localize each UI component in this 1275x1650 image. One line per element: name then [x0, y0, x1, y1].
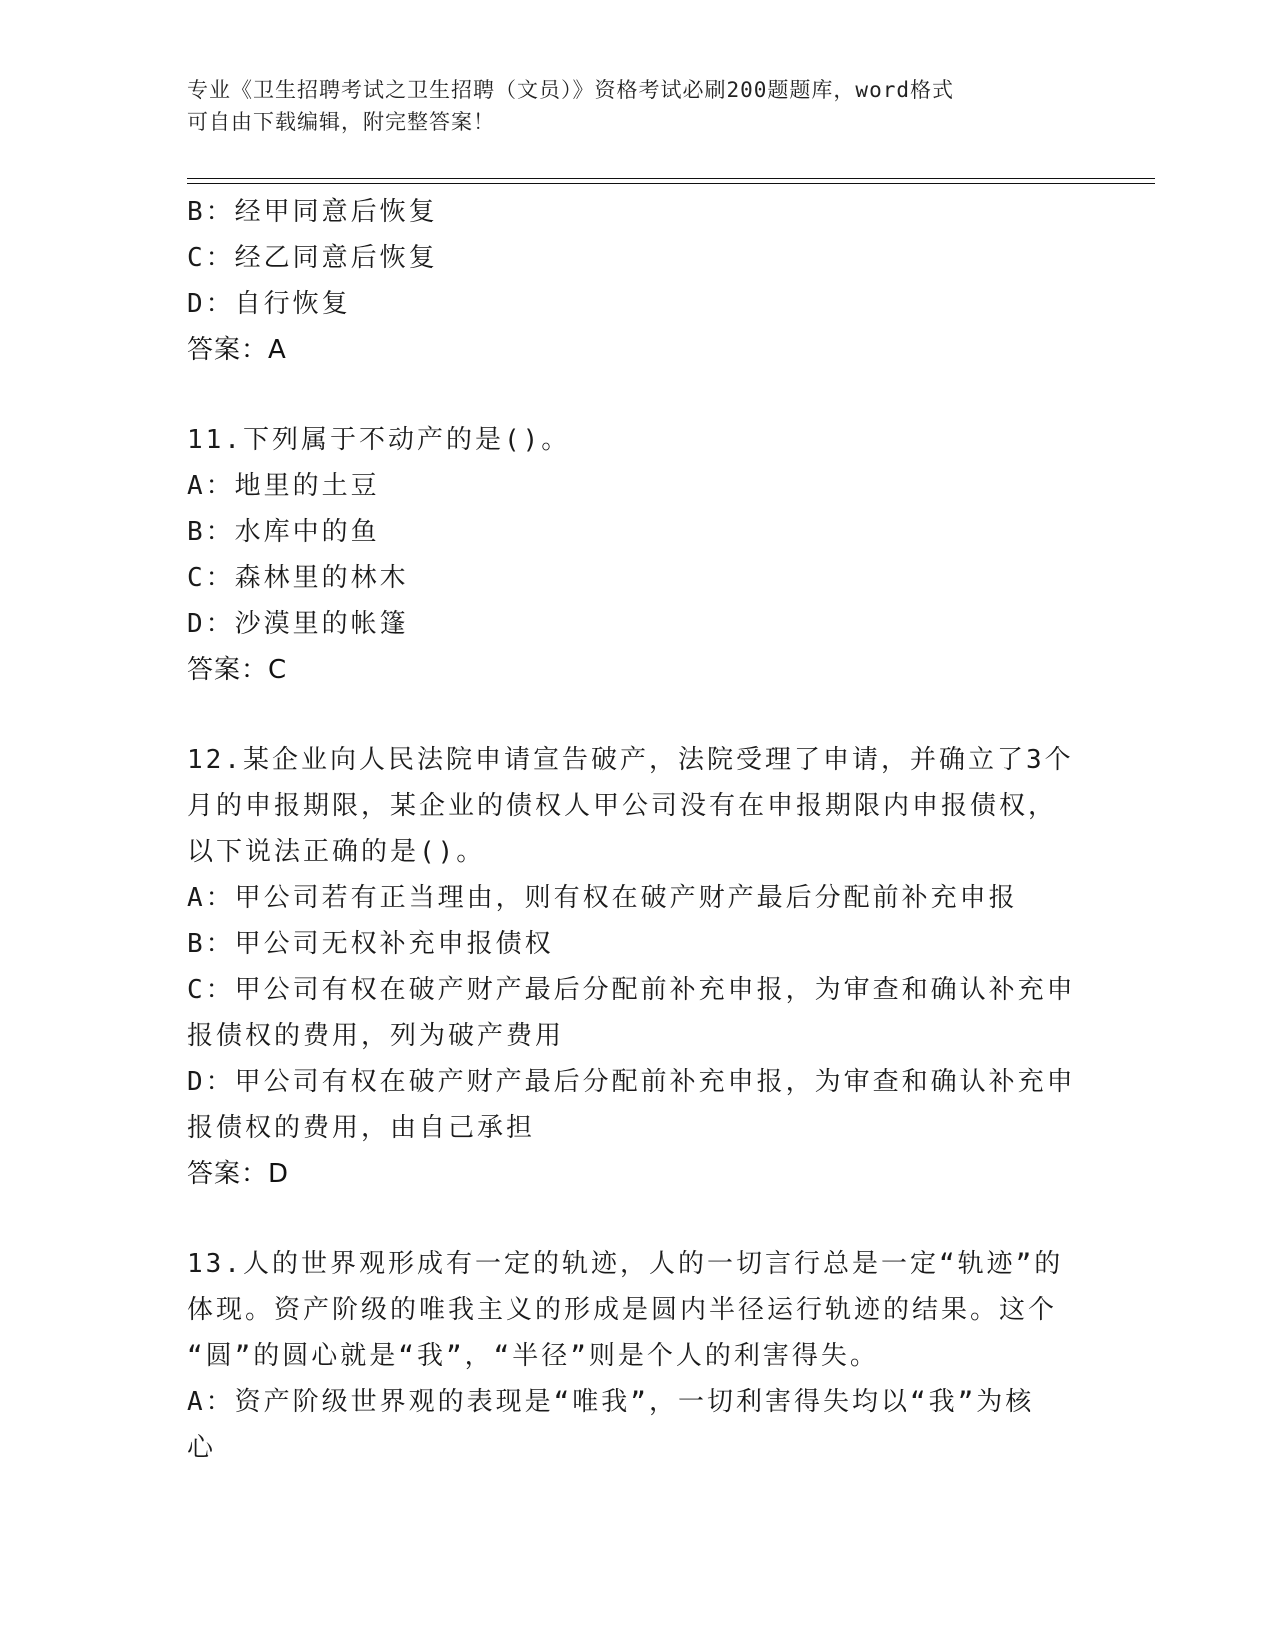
- option-a: A：地里的土豆: [187, 471, 380, 501]
- header-divider-bottom: [187, 183, 1155, 184]
- spacer: [187, 693, 1087, 737]
- option-d: D：沙漠里的帐篷: [187, 609, 409, 639]
- option-d-line-1: D：甲公司有权在破产财产最后分配前补充申报，为审查和确认补充申: [187, 1067, 1076, 1097]
- answer: 答案：D: [187, 1159, 290, 1189]
- option-c: C：森林里的林木: [187, 563, 409, 593]
- spacer: [187, 373, 1087, 417]
- question-stem-line-2: 体现。资产阶级的唯我主义的形成是圆内半径运行轨迹的结果。这个: [187, 1295, 1058, 1325]
- question-stem-line-1: 12.某企业向人民法院申请宣告破产，法院受理了申请，并确立了3个: [187, 745, 1074, 775]
- option-b: B：经甲同意后恢复: [187, 197, 438, 227]
- spacer: [187, 1197, 1087, 1241]
- question-stem: 11.下列属于不动产的是()。: [187, 425, 571, 455]
- option-c-line-1: C：甲公司有权在破产财产最后分配前补充申报，为审查和确认补充申: [187, 975, 1076, 1005]
- question-block-10: [187, 189, 1087, 373]
- header-line-1: 专业《卫生招聘考试之卫生招聘（文员）》资格考试必刷200题题库，word格式: [187, 78, 954, 102]
- option-b: B：水库中的鱼: [187, 517, 380, 547]
- question-stem-line-1: 13.人的世界观形成有一定的轨迹，人的一切言行总是一定“轨迹”的: [187, 1249, 1064, 1279]
- option-a-line-2: 心: [187, 1433, 217, 1463]
- question-stem-line-3: “圆”的圆心就是“我”，“半径”则是个人的利害得失。: [187, 1341, 879, 1371]
- header-divider-top: [187, 178, 1155, 179]
- option-d-line-2: 报债权的费用，由自己承担: [187, 1113, 536, 1143]
- option-c-line-2: 报债权的费用，列为破产费用: [187, 1021, 565, 1051]
- question-stem-line-2: 月的申报期限，某企业的债权人甲公司没有在申报期限内申报债权，: [187, 791, 1058, 821]
- question-content: [187, 189, 1087, 1471]
- answer: 答案：A: [187, 335, 287, 365]
- question-block-12: [187, 737, 1087, 1197]
- question-block-13: [187, 1241, 1087, 1471]
- answer: 答案：C: [187, 655, 288, 685]
- question-stem-line-3: 以下说法正确的是()。: [187, 837, 486, 867]
- option-c: C：经乙同意后恢复: [187, 243, 438, 273]
- option-b: B：甲公司无权补充申报债权: [187, 929, 554, 959]
- option-a-line-1: A：资产阶级世界观的表现是“唯我”，一切利害得失均以“我”为核: [187, 1387, 1035, 1417]
- option-a: A：甲公司若有正当理由，则有权在破产财产最后分配前补充申报: [187, 883, 1018, 913]
- header-line-2: 可自由下载编辑，附完整答案！: [187, 110, 495, 134]
- option-d: D：自行恢复: [187, 289, 351, 319]
- question-block-11: [187, 417, 1087, 693]
- document-header: [187, 74, 1067, 138]
